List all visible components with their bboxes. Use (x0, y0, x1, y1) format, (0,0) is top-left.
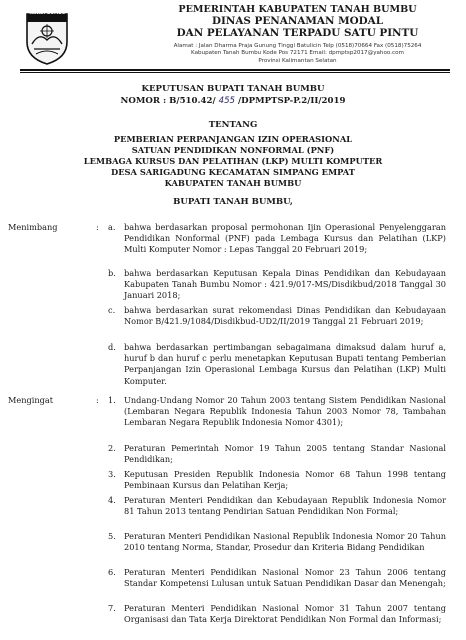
subject-line: DESA SARIGADUNG KECAMATAN SIMPANG EMPAT (111, 167, 355, 177)
agency-name-line2: DAN PELAYANAN TERPADU SATU PINTU (176, 27, 419, 39)
mengingat-item: Peraturan Pemerintah Nomor 19 Tahun 2005 tentang Standar Nasional Pendidikan; (124, 443, 446, 465)
mengingat-colon: : (96, 395, 99, 405)
mengingat-marker: 5. (108, 531, 116, 541)
letterhead-address (140, 43, 455, 65)
subject-line: SATUAN PENDIDIKAN NONFORMAL (PNF) (131, 145, 335, 155)
tentang-heading: TENTANG (208, 120, 258, 130)
decree-number-suffix: /DPMPTSP-P.2/II/2019 (238, 96, 346, 106)
mengingat-item: Peraturan Menteri Pendidikan Nasional Nomor 31 Tahun 2007 tentang Organisasi dan Tata Kerja Direktorat Pendidikan Non Formal dan Informasi; (124, 603, 446, 625)
letterhead-divider (20, 69, 450, 71)
emblem-caption: TANAH BUMBU (28, 11, 66, 16)
menimbang-item: bahwa berdasarkan proposal permohonan Ijin Operasional Penyelenggaran Pendidikan Nonformal (PNF) pada Lembaga Kursus dan Pelatihan (LKP) Multi Komputer Nomor : Lepas Tanggal 20 Februari 2019; (124, 222, 446, 255)
mengingat-marker: 2. (108, 443, 116, 453)
menimbang-colon: : (96, 222, 99, 232)
decree-number-prefix: NOMOR : B/510.42/ (120, 96, 216, 106)
menimbang-item: bahwa berdasarkan pertimbangan sebagaimana dimaksud dalam huruf a, huruf b dan huruf c perlu menetapkan Keputusan Bupati tentang Pemberian Perpanjangan Izin Operasional Lembaga Kursus dan Pelatihan (LKP) Multi Komputer. (124, 342, 446, 386)
menimbang-label: Menimbang (8, 222, 58, 232)
mengingat-marker: 1. (108, 395, 116, 405)
subject-line: LEMBAGA KURSUS DAN PELATIHAN (LKP) MULTI KOMPUTER (83, 156, 383, 166)
mengingat-item: Peraturan Menteri Pendidikan dan Kebudayaan Republik Indonesia Nomor 81 Tahun 2013 tentang Pendirian Satuan Pendidikan Non Formal; (124, 495, 446, 517)
mengingat-label: Mengingat (8, 395, 54, 405)
decree-number (0, 96, 466, 107)
menimbang-marker: b. (108, 268, 116, 278)
letterhead-divider-thin (20, 72, 450, 73)
address-line: Kabupaten Tanah Bumbu Kode Pos 72171 Email: dpmptsp2017@yahoo.com (191, 50, 404, 57)
mengingat-marker: 7. (108, 603, 116, 613)
decree-heading: KEPUTUSAN BUPATI TANAH BUMBU (141, 84, 325, 94)
mengingat-marker: 3. (108, 469, 116, 479)
menimbang-marker: c. (108, 305, 116, 315)
bupati-heading: BUPATI TANAH BUMBU, (173, 197, 293, 207)
agency-name-line1: DINAS PENANAMAN MODAL (211, 15, 383, 27)
mengingat-marker: 4. (108, 495, 116, 505)
subject-line: KABUPATEN TANAH BUMBU (164, 178, 302, 188)
menimbang-marker: a. (108, 222, 116, 232)
menimbang-item: bahwa berdasarkan surat rekomendasi Dinas Pendidikan dan Kebudayaan Nomor B/421.9/1084/Disdikbud-UD2/II/2019 Tanggal 21 Februari 2019; (124, 305, 446, 327)
menimbang-item: bahwa berdasarkan Keputusan Kepala Dinas Pendidikan dan Kebudayaan Kabupaten Tanah Bumbu Nomor : 421.9/017-MS/Disdikbud/2018 Tanggal 30 Januari 2018; (124, 268, 446, 301)
mengingat-item: Keputusan Presiden Republik Indonesia Nomor 68 Tahun 1998 tentang Pembinaan Kursus dan Pelatihan Kerja; (124, 469, 446, 491)
mengingat-item: Peraturan Menteri Pendidikan Nasional Republik Indonesia Nomor 20 Tahun 2010 tentang Norma, Standar, Prosedur dan Kriteria Bidang Pendidikan (124, 531, 446, 553)
address-line: Alamat : Jalan Dharma Praja Gunung Tinggi Batulicin Telp (0518)70664 Fax (0518)75264 (173, 43, 422, 49)
letterhead-title (140, 4, 455, 39)
subject-line: PEMBERIAN PERPANJANGAN IZIN OPERASIONAL (113, 134, 353, 144)
menimbang-marker: d. (108, 342, 116, 352)
decree-subject (0, 134, 466, 189)
decree-number-handwritten: 455 (218, 96, 236, 106)
mengingat-item: Peraturan Menteri Pendidikan Nasional Nomor 23 Tahun 2006 tentang Standar Kompetensi Lulusan untuk Satuan Pendidikan Dasar dan Menengah; (124, 567, 446, 589)
mengingat-marker: 6. (108, 567, 116, 577)
mengingat-item: Undang-Undang Nomor 20 Tahun 2003 tentang Sistem Pendidikan Nasional (Lembaran Negara Republik Indonesia Tahun 2003 Nomor 78, Tambahan Lembaran Negara Republik Indonesia Nomor 4301); (124, 395, 446, 428)
government-name: PEMERINTAH KABUPATEN TANAH BUMBU (178, 4, 417, 15)
address-line: Provinsi Kalimantan Selatan (258, 57, 337, 64)
